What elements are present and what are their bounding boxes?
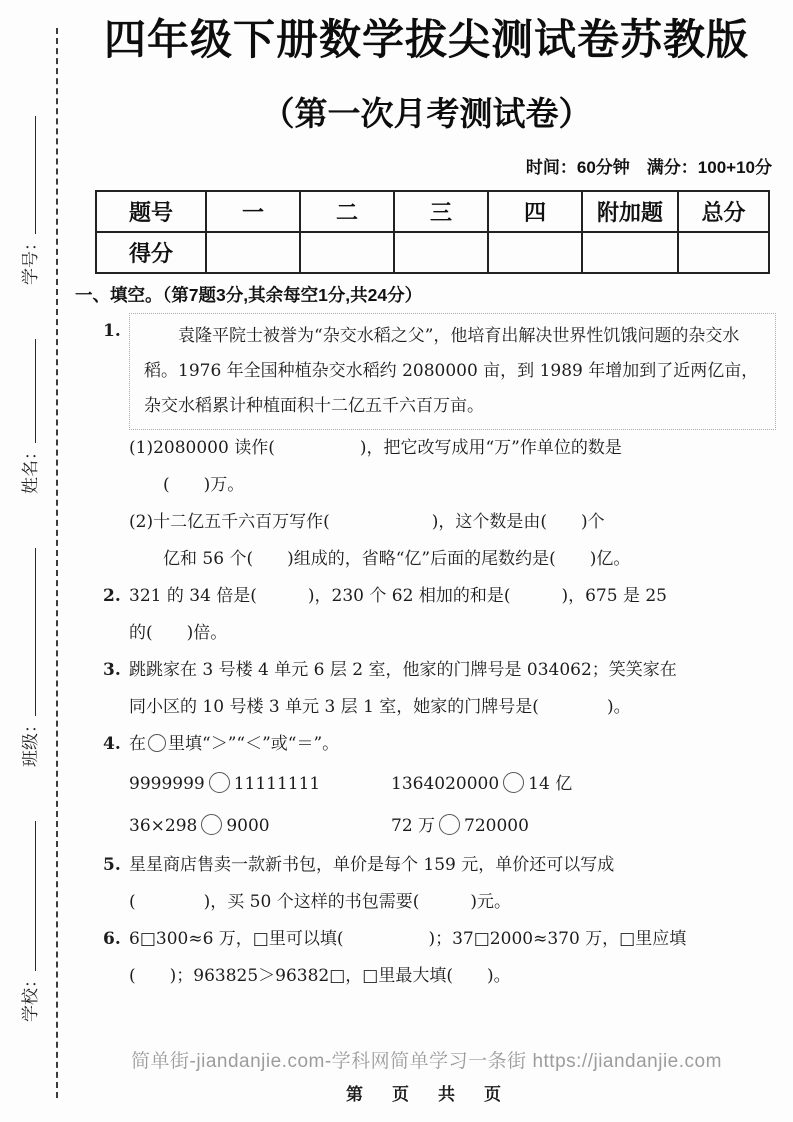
page-title: 四年级下册数学拔尖测试卷苏教版 (103, 16, 749, 63)
comparison-right: 9000 (226, 816, 270, 837)
comparison-item (391, 763, 778, 805)
comparison-right: 720000 (464, 816, 529, 837)
question-body (129, 313, 778, 578)
header-section-4: 四 (488, 191, 582, 232)
watermark-site-line: 简单街-jiandanjie.com-学科网简单学习一条街 https://jiandanjie.com (131, 1051, 722, 1072)
question-line: ( )，买 50 个这样的书包需要( )元。 (129, 892, 511, 913)
question-1 (103, 313, 778, 578)
question-number: 4. (103, 734, 121, 755)
comparison-right: 11111111 (233, 774, 321, 795)
name-field (16, 339, 41, 494)
class-label: 班级： (21, 716, 40, 767)
question-line: 的( )倍。 (129, 623, 228, 644)
score-cell (582, 232, 678, 273)
comparison-left: 1364020000 (391, 774, 500, 795)
score-table-score-row (96, 232, 769, 273)
class-field (16, 548, 41, 767)
header-section-3: 三 (394, 191, 488, 232)
comparison-left: 36×298 (129, 816, 198, 837)
comparison-left: 72 万 (391, 816, 436, 837)
exam-time-score-info: 时间：60分钟 满分：100+10分 (525, 158, 772, 178)
score-cell (394, 232, 488, 273)
score-cell (678, 232, 769, 273)
questions-list (103, 313, 778, 995)
comparison-left: 9999999 (129, 774, 205, 795)
comparison-circle-icon (209, 772, 230, 793)
comparison-circle-icon (201, 814, 222, 835)
question-number: 6. (103, 929, 121, 950)
student-id-blank-line (18, 116, 36, 234)
comparison-right: 14 亿 (528, 774, 573, 795)
school-field (16, 821, 41, 1022)
student-id-field (16, 116, 41, 285)
school-blank-line (18, 821, 36, 971)
question-number: 5. (103, 855, 121, 876)
header-question-number: 题号 (96, 191, 206, 232)
q4-intro-prefix: 在 (129, 734, 146, 755)
question-line: 6□300≈6 万，□里可以填( )；37□2000≈370 万，□里应填 (129, 929, 687, 950)
question-line: 321 的 34 倍是( )，230 个 62 相加的和是( )，675 是 25 (129, 586, 667, 607)
header-total: 总分 (678, 191, 769, 232)
header-bonus: 附加题 (582, 191, 678, 232)
question-body (129, 921, 778, 995)
score-row-label: 得分 (96, 232, 206, 273)
question-line: (2)十二亿五千六百万写作( )，这个数是由( )个 (129, 512, 605, 533)
header-section-2: 二 (300, 191, 394, 232)
comparison-row (129, 763, 778, 805)
comparison-circle-icon (503, 772, 524, 793)
page-number-line: 第 页 共 页 (346, 1085, 507, 1104)
question-5 (103, 847, 778, 921)
header-section-1: 一 (206, 191, 300, 232)
score-table-header-row (96, 191, 769, 232)
question-line: 亿和 56 个( )组成的，省略“亿”后面的尾数约是( )亿。 (163, 549, 631, 570)
student-id-label: 学号： (21, 234, 40, 285)
score-cell (206, 232, 300, 273)
sidebar-divider-line (56, 28, 58, 1098)
main-content (75, 0, 778, 995)
score-table (95, 190, 770, 274)
question-body (129, 578, 778, 652)
score-cell (300, 232, 394, 273)
name-blank-line (18, 339, 36, 443)
comparison-circle-icon (148, 734, 166, 752)
question-number: 1. (103, 321, 121, 342)
comparison-item (129, 805, 391, 847)
student-info-sidebar (16, 78, 56, 1022)
name-label: 姓名： (21, 443, 40, 494)
comparison-row (129, 805, 778, 847)
question-body (129, 652, 778, 726)
question-number: 3. (103, 660, 121, 681)
q1-subitem-1 (129, 430, 778, 504)
section-heading: 一、填空。（第7题3分,其余每空1分,共24分） (75, 285, 423, 306)
comparison-item (129, 763, 391, 805)
question-body (129, 726, 778, 847)
question-line: ( )万。 (163, 475, 245, 496)
score-cell (488, 232, 582, 273)
question-2 (103, 578, 778, 652)
q4-intro-line (129, 726, 778, 763)
comparison-circle-icon (439, 814, 460, 835)
question-line: ( )；963825＞96382□，□里最大填( )。 (129, 966, 511, 987)
q4-intro-suffix: 里填“＞”“＜”或“＝”。 (168, 734, 340, 755)
question-body (129, 847, 778, 921)
question-line: 星星商店售卖一款新书包，单价是每个 159 元，单价还可以写成 (129, 855, 615, 876)
question-line: (1)2080000 读作( )，把它改写成用“万”作单位的数是 (129, 438, 622, 459)
question-number: 2. (103, 586, 121, 607)
page-subtitle: （第一次月考测试卷） (261, 95, 592, 133)
class-blank-line (18, 548, 36, 716)
question-6 (103, 921, 778, 995)
q1-context-box: 袁隆平院士被誉为“杂交水稻之父”，他培育出解决世界性饥饿问题的杂交水稻。1976 年全国种植杂交水稻约 2080000 亩，到 1989 年增加到了近两亿亩，杂交水稻累计种植面积十二亿五千六百万亩。 (129, 313, 776, 430)
q1-subitem-2 (129, 504, 778, 578)
school-label: 学校： (21, 971, 40, 1022)
question-4 (103, 726, 778, 847)
comparison-item (391, 805, 778, 847)
question-line: 跳跳家在 3 号楼 4 单元 6 层 2 室，他家的门牌号是 034062；笑笑家在 (129, 660, 677, 681)
question-3 (103, 652, 778, 726)
question-line: 同小区的 10 号楼 3 单元 3 层 1 室，她家的门牌号是( )。 (129, 697, 631, 718)
